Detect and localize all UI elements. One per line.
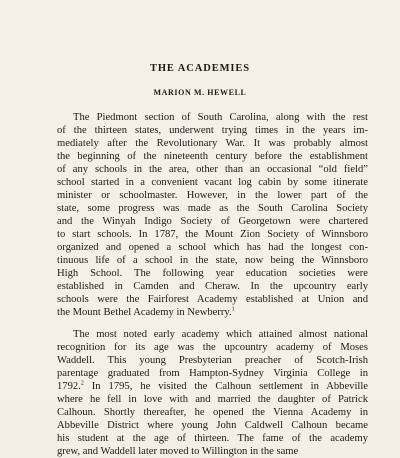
paragraph-line: parentage graduated from Hampton-Sydney Virginia College in [57, 368, 368, 379]
paragraph-line: The most noted early academy which attained almost national [73, 329, 368, 340]
paragraph-line: organized and opened a school which has had the longest con- [57, 242, 368, 253]
paragraph-line: established in Camden and Cheraw. In the upcountry early [57, 281, 368, 292]
paragraph-line: grew, and Waddell later moved to Willington in the same [57, 446, 299, 457]
paragraph-line [57, 380, 368, 393]
paragraph-line: Waddell. This young Presbyterian preacher of Scotch-Irish [57, 355, 368, 366]
paragraph-line: Calhoun. Shortly thereafter, he opened the Vienna Academy in [57, 407, 368, 418]
paragraph-line: Abbeville District where young John Caldwell Calhoun became [57, 420, 368, 431]
paragraph-line: tinuous life of a school in the state, now being the Winnsboro [57, 255, 368, 266]
line-text: In 1795, he visited the Calhoun settlement in Abbeville [83, 381, 368, 392]
author-name: MARION M. HEWELL [153, 88, 247, 97]
paragraph-line: state, some progress was made as the South Carolina Society [57, 203, 368, 214]
paragraph-line [57, 306, 368, 319]
paragraph-line: where he fell in love with and married the daughter of Patrick [57, 394, 368, 405]
paragraph-line: The Piedmont section of South Carolina, along with the rest [73, 112, 368, 123]
paragraph-line: High School. The following year education societies were [57, 268, 368, 279]
footnote-marker: 1 [231, 306, 235, 313]
line-text: the Mount Bethel Academy in Newberry. [57, 307, 232, 318]
footnote-marker: 2 [80, 380, 84, 387]
line-text: 1792. [57, 381, 81, 392]
paragraph-line: to start schools. In 1787, the Mount Zion Society of Winnsboro [57, 229, 368, 240]
paragraph-line: mediately after the Revolutionary War. It was probably almost [57, 138, 368, 149]
paragraph-line: minister or schoolmaster. However, in the lower part of the [57, 190, 368, 201]
paragraph-line: his student at the age of thirteen. The fame of the academy [57, 433, 368, 444]
paragraph-line: school started in a convenient vacant log cabin by some itinerate [57, 177, 368, 188]
paragraph-line: of any schools in the area, other than an occasional “old field” [57, 164, 368, 175]
paragraph-line: and the Winyah Indigo Society of Georgetown were chartered [57, 216, 368, 227]
paragraph-line: schools were the Fairforest Academy established at Union and [57, 294, 368, 305]
page-title: THE ACADEMIES [149, 63, 251, 74]
paragraph-line: the beginning of the nineteenth century before the establishment [57, 151, 368, 162]
paragraph-line: recognition for its age was the upcountry academy of Moses [57, 342, 368, 353]
paragraph-line: of the thirteen states, underwent trying times in the years im- [57, 125, 368, 136]
